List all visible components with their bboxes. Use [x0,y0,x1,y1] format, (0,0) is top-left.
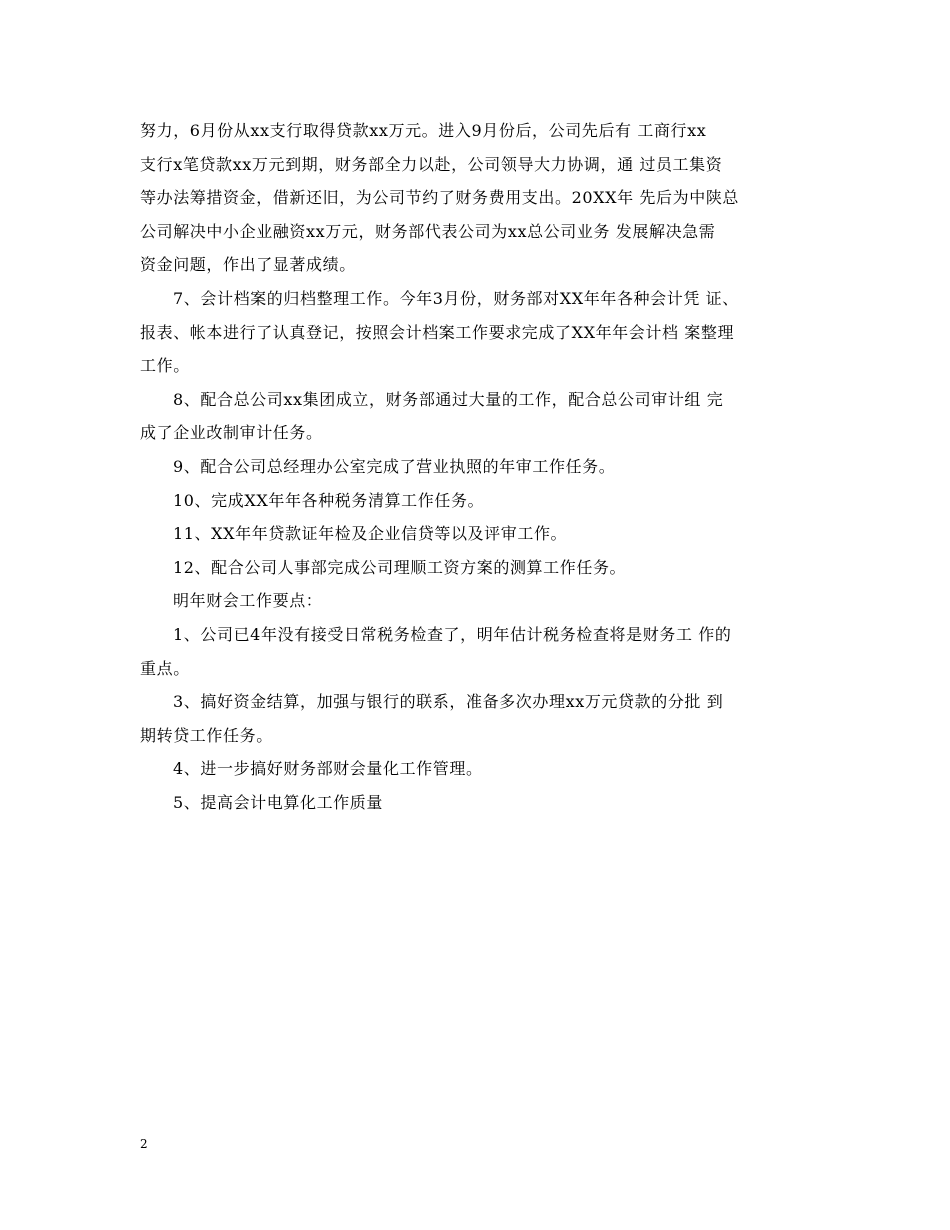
text-line: 9、配合公司总经理办公室完成了营业执照的年审工作任务。 [173,456,616,476]
text-line: 等办法筹措资金，借新还旧，为公司节约了财务费用支出。20XX年 先后为中陕总 [140,188,740,208]
paragraph [140,551,830,585]
text-line: 3、搞好资金结算，加强与银行的联系，准备多次办理xx万元贷款的分批 到 [173,692,724,712]
text-line: 10、完成XX年年各种税务清算工作任务。 [173,490,485,510]
paragraph [140,450,830,484]
paragraph [140,786,830,820]
text-line: 7、会计档案的归档整理工作。今年3月份，财务部对XX年年各种会计凭 证、 [173,288,739,308]
text-line: 1、公司已4年没有接受日常税务检查了，明年估计税务检查将是财务工 作的 [173,624,732,644]
paragraph [140,685,830,752]
paragraph [140,752,830,786]
text-line: 支行x笔贷款xx万元到期，财务部全力以赴，公司领导大力协调，通 过员工集资 [140,154,723,174]
text-line: 报表、帐本进行了认真登记，按照会计档案工作要求完成了XX年年会计档 案整理 [140,322,735,342]
page-number: 2 [140,1137,148,1151]
text-line: 12、配合公司人事部完成公司理顺工资方案的测算工作任务。 [173,557,627,577]
text-line: 资金问题，作出了显著成绩。 [140,255,356,275]
text-line: 努力，6月份从xx支行取得贷款xx万元。进入9月份后，公司先后有 工商行xx [140,121,707,140]
paragraph [140,584,830,618]
text-line: 5、提高会计电算化工作质量 [173,792,383,812]
paragraph [140,484,830,518]
paragraph [140,517,830,551]
text-line: 8、配合总公司xx集团成立，财务部通过大量的工作，配合总公司审计组 完 [173,389,724,409]
text-line: 4、进一步搞好财务部财会量化工作管理。 [173,759,483,779]
paragraph [140,114,830,282]
text-line: 公司解决中小企业融资xx万元，财务部代表公司为xx总公司业务 发展解决急需 [140,221,716,241]
text-line: 11、XX年年贷款证年检及企业信贷等以及评审工作。 [173,524,568,544]
paragraph [140,282,830,383]
text-line: 工作。 [140,356,190,376]
paragraph [140,618,830,685]
text-line: 期转贷工作任务。 [140,725,273,745]
text-line: 成了企业改制审计任务。 [140,423,323,443]
text-line: 重点。 [140,658,190,678]
document-body [140,114,830,819]
paragraph [140,383,830,450]
text-line: 明年财会工作要点： [173,591,323,611]
